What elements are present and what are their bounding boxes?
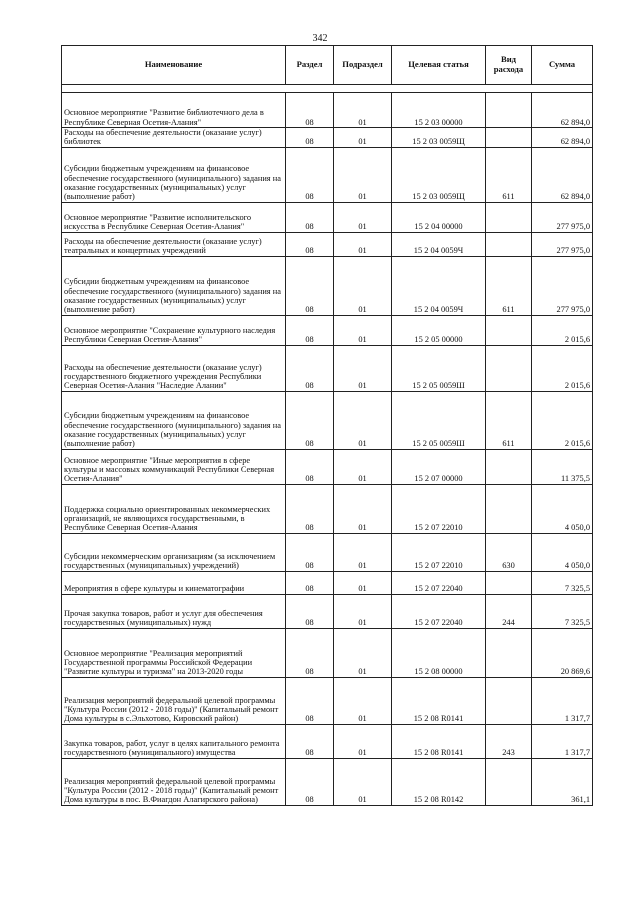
- row-target: 15 2 05 0059Ш: [392, 391, 486, 449]
- table-row: [62, 594, 593, 628]
- row-amount: 1 317,7: [532, 724, 593, 758]
- row-amount: 1 317,7: [532, 677, 593, 724]
- row-section: 08: [286, 758, 334, 805]
- row-target: 15 2 08 R0142: [392, 758, 486, 805]
- header-subsection: Подраздел: [334, 46, 392, 85]
- row-name: Поддержка социально ориентированных некоммерческих организаций, не являющихся государственными, в Республике Северная Осетия-Алания: [62, 484, 286, 533]
- row-name: Основное мероприятие "Развитие библиотечного дела в Республике Северная Осетия-Алания": [62, 93, 286, 128]
- row-amount: 62 894,0: [532, 93, 593, 128]
- row-target: 15 2 04 0059Ч: [392, 232, 486, 256]
- row-type: [486, 449, 532, 484]
- table-row: [62, 391, 593, 449]
- row-amount: 62 894,0: [532, 128, 593, 148]
- row-subsection: 01: [334, 758, 392, 805]
- row-subsection: 01: [334, 232, 392, 256]
- row-amount: 361,1: [532, 758, 593, 805]
- row-name: Расходы на обеспечение деятельности (оказание услуг) государственного бюджетного учреждения Республики Северная Осетия-Алания "Наследие Алании": [62, 345, 286, 391]
- row-subsection: 01: [334, 202, 392, 232]
- row-type: 611: [486, 256, 532, 315]
- table-row: [62, 93, 593, 128]
- row-subsection: 01: [334, 315, 392, 345]
- row-subsection: 01: [334, 93, 392, 128]
- row-name: Расходы на обеспечение деятельности (оказание услуг) театральных и концертных учреждений: [62, 232, 286, 256]
- row-section: 08: [286, 202, 334, 232]
- row-section: 08: [286, 93, 334, 128]
- row-type: [486, 202, 532, 232]
- budget-table: [61, 45, 593, 806]
- table-row: [62, 449, 593, 484]
- row-amount: 4 050,0: [532, 533, 593, 571]
- row-name: Мероприятия в сфере культуры и кинематографии: [62, 571, 286, 594]
- header-name: Наименование: [62, 46, 286, 85]
- row-subsection: 01: [334, 677, 392, 724]
- header-spacer: [62, 85, 593, 93]
- row-target: 15 2 07 00000: [392, 449, 486, 484]
- row-type: [486, 484, 532, 533]
- row-type: [486, 628, 532, 677]
- row-name: Субсидии бюджетным учреждениям на финансовое обеспечение государственного (муниципального) задания на оказание государственных (муниципальных) услуг (выполнение работ): [62, 391, 286, 449]
- header-target: Целевая статья: [392, 46, 486, 85]
- table-row: [62, 533, 593, 571]
- table-row: [62, 315, 593, 345]
- row-name: Субсидии некоммерческим организациям (за исключением государственных (муниципальных) учреждений): [62, 533, 286, 571]
- row-amount: 7 325,5: [532, 571, 593, 594]
- row-type: [486, 345, 532, 391]
- row-target: 15 2 04 0059Ч: [392, 256, 486, 315]
- row-type: 611: [486, 391, 532, 449]
- table-row: [62, 147, 593, 202]
- row-subsection: 01: [334, 391, 392, 449]
- row-subsection: 01: [334, 449, 392, 484]
- row-section: 08: [286, 256, 334, 315]
- row-amount: 4 050,0: [532, 484, 593, 533]
- row-name: Реализация мероприятий федеральной целевой программы "Культура России (2012 - 2018 годы)" (Капитальный ремонт Дома культуры в пос. В.Фиагдон Алагирского района): [62, 758, 286, 805]
- row-section: 08: [286, 345, 334, 391]
- row-subsection: 01: [334, 594, 392, 628]
- table-row: [62, 345, 593, 391]
- row-section: 08: [286, 315, 334, 345]
- header-amount: Сумма: [532, 46, 593, 85]
- row-target: 15 2 08 R0141: [392, 724, 486, 758]
- row-type: [486, 571, 532, 594]
- row-target: 15 2 03 00000: [392, 93, 486, 128]
- table-row: [62, 232, 593, 256]
- row-target: 15 2 05 00000: [392, 315, 486, 345]
- row-amount: 277 975,0: [532, 256, 593, 315]
- table-body: [62, 85, 593, 806]
- table-row: [62, 628, 593, 677]
- row-section: 08: [286, 677, 334, 724]
- row-subsection: 01: [334, 724, 392, 758]
- row-name: Основное мероприятие "Сохранение культурного наследия Республики Северная Осетия-Алания": [62, 315, 286, 345]
- row-name: Субсидии бюджетным учреждениям на финансовое обеспечение государственного (муниципального) задания на оказание государственных (муниципальных) услуг (выполнение работ): [62, 147, 286, 202]
- row-target: 15 2 07 22040: [392, 594, 486, 628]
- row-name: Субсидии бюджетным учреждениям на финансовое обеспечение государственного (муниципального) задания на оказание государственных (муниципальных) услуг (выполнение работ): [62, 256, 286, 315]
- row-type: [486, 93, 532, 128]
- row-section: 08: [286, 484, 334, 533]
- row-amount: 20 869,6: [532, 628, 593, 677]
- row-amount: 7 325,5: [532, 594, 593, 628]
- row-type: [486, 758, 532, 805]
- header-section: Раздел: [286, 46, 334, 85]
- row-subsection: 01: [334, 484, 392, 533]
- row-type: [486, 128, 532, 148]
- row-amount: 2 015,6: [532, 315, 593, 345]
- row-name: Основное мероприятие "Реализация мероприятий Государственной программы Российской Федерации "Развитие культуры и туризма" на 2013-2020 годы: [62, 628, 286, 677]
- table-row: [62, 256, 593, 315]
- row-type: 243: [486, 724, 532, 758]
- table-row: [62, 202, 593, 232]
- row-section: 08: [286, 628, 334, 677]
- row-subsection: 01: [334, 345, 392, 391]
- table-row: [62, 758, 593, 805]
- row-section: 08: [286, 128, 334, 148]
- row-name: Основное мероприятие "Развитие исполнительского искусства в Республике Северная Осетия-Алания": [62, 202, 286, 232]
- row-type: [486, 232, 532, 256]
- row-target: 15 2 08 00000: [392, 628, 486, 677]
- header-type: Вид расхода: [486, 46, 532, 85]
- row-target: 15 2 07 22010: [392, 533, 486, 571]
- row-target: 15 2 03 0059Щ: [392, 128, 486, 148]
- row-subsection: 01: [334, 628, 392, 677]
- row-type: [486, 315, 532, 345]
- table-header: [62, 46, 593, 85]
- row-section: 08: [286, 147, 334, 202]
- table-row: [62, 128, 593, 148]
- row-name: Расходы на обеспечение деятельности (оказание услуг) библиотек: [62, 128, 286, 148]
- row-target: 15 2 05 0059Ш: [392, 345, 486, 391]
- row-section: 08: [286, 449, 334, 484]
- row-name: Закупка товаров, работ, услуг в целях капитального ремонта государственного (муниципального) имущества: [62, 724, 286, 758]
- table-row: [62, 571, 593, 594]
- row-amount: 2 015,6: [532, 345, 593, 391]
- page-number: 342: [312, 33, 328, 44]
- row-amount: 277 975,0: [532, 202, 593, 232]
- row-amount: 277 975,0: [532, 232, 593, 256]
- row-target: 15 2 07 22010: [392, 484, 486, 533]
- row-type: 630: [486, 533, 532, 571]
- row-target: 15 2 03 0059Щ: [392, 147, 486, 202]
- row-subsection: 01: [334, 571, 392, 594]
- table-row: [62, 724, 593, 758]
- row-name: Основное мероприятие "Иные мероприятия в сфере культуры и массовых коммуникаций Республики Северная Осетия-Алания": [62, 449, 286, 484]
- row-type: [486, 677, 532, 724]
- row-name: Прочая закупка товаров, работ и услуг для обеспечения государственных (муниципальных) нужд: [62, 594, 286, 628]
- row-target: 15 2 07 22040: [392, 571, 486, 594]
- row-section: 08: [286, 594, 334, 628]
- row-section: 08: [286, 391, 334, 449]
- row-subsection: 01: [334, 533, 392, 571]
- row-amount: 2 015,6: [532, 391, 593, 449]
- row-section: 08: [286, 571, 334, 594]
- row-name: Реализация мероприятий федеральной целевой программы "Культура России (2012 - 2018 годы)" (Капитальный ремонт Дома культуры в с.Эльхотово, Кировский район): [62, 677, 286, 724]
- row-section: 08: [286, 232, 334, 256]
- row-amount: 11 375,5: [532, 449, 593, 484]
- row-target: 15 2 04 00000: [392, 202, 486, 232]
- row-amount: 62 894,0: [532, 147, 593, 202]
- row-subsection: 01: [334, 128, 392, 148]
- table-row: [62, 677, 593, 724]
- row-subsection: 01: [334, 256, 392, 315]
- row-type: 244: [486, 594, 532, 628]
- row-section: 08: [286, 724, 334, 758]
- row-target: 15 2 08 R0141: [392, 677, 486, 724]
- row-subsection: 01: [334, 147, 392, 202]
- row-type: 611: [486, 147, 532, 202]
- table-row: [62, 484, 593, 533]
- row-section: 08: [286, 533, 334, 571]
